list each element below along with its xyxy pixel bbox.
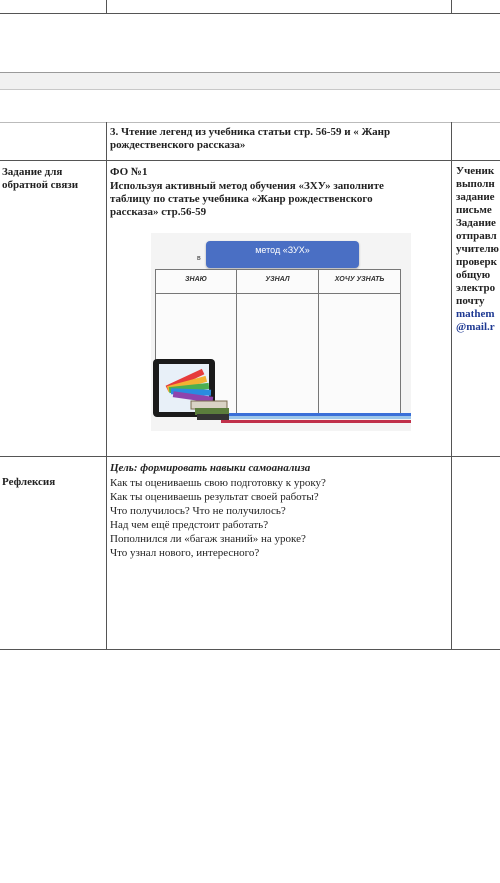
task-line-3: рассказа» стр.56-59	[110, 206, 207, 218]
reflection-question: Как ты оцениваешь результат своей работы?	[110, 491, 319, 503]
task-line-2: таблицу по статье учебника «Жанр рождественского	[110, 193, 373, 205]
zuh-header-divider	[156, 293, 400, 294]
right-line: отправл	[456, 230, 497, 242]
right-line: учителю	[456, 243, 499, 255]
email-line-1[interactable]: mathem	[456, 308, 495, 320]
right-line: Задание	[456, 217, 496, 229]
red-stripe	[221, 420, 411, 423]
right-line: проверк	[456, 256, 497, 268]
reading-task-line-2: рождественского рассказа»	[110, 139, 246, 151]
light-stripe	[221, 416, 411, 419]
reflection-question: Что получилось? Что не получилось?	[110, 505, 286, 517]
zuh-method-image	[151, 233, 411, 431]
email-line-2[interactable]: @mail.r	[456, 321, 495, 333]
row-divider-2	[0, 456, 500, 457]
table-bottom-border	[0, 649, 500, 650]
zuh-col-header-want: ХОЧУ УЗНАТЬ	[334, 276, 385, 283]
banner-left-text: в	[197, 255, 201, 262]
feedback-label-line-2: обратной связи	[2, 179, 79, 191]
top-divider-1	[106, 0, 107, 13]
top-divider-2	[451, 0, 452, 13]
right-line: общую	[456, 269, 491, 281]
right-line: задание	[456, 191, 495, 203]
task-line-1: Используя активный метод обучения «ЗХУ» заполните	[110, 180, 384, 192]
zuh-col-header-learned: УЗНАЛ	[265, 276, 290, 283]
right-line: письме	[456, 204, 492, 216]
reading-task-line-1: 3. Чтение легенд из учебника статьи стр. 56-59 и « Жанр	[110, 126, 391, 138]
right-line: электро	[456, 282, 496, 294]
right-line: почту	[456, 295, 485, 307]
table-top-border	[0, 122, 500, 123]
table-col-divider-1	[106, 122, 107, 649]
reflection-question: Как ты оцениваешь свою подготовку к уроку?	[110, 477, 326, 489]
reflection-question: Над чем ещё предстоит работать?	[110, 519, 269, 531]
tablet-books-illustration	[151, 351, 241, 431]
right-column-clip	[456, 165, 500, 345]
row-divider-1	[0, 160, 500, 161]
reflection-label: Рефлексия	[2, 476, 56, 488]
table-col-divider-2	[451, 122, 452, 649]
right-line: выполн	[456, 178, 495, 190]
reflection-goal: Цель: формировать навыки самоанализа	[110, 462, 311, 474]
top-border	[0, 13, 500, 14]
reflection-question: Что узнал нового, интересного?	[110, 547, 260, 559]
fo-number: ФО №1	[110, 166, 148, 178]
zuh-banner: метод «ЗУХ»	[206, 241, 359, 268]
feedback-label-line-1: Задание для	[2, 166, 63, 178]
zuh-col-divider	[318, 270, 319, 415]
right-line: Ученик	[456, 165, 495, 177]
zuh-col-header-know: ЗНАЮ	[185, 276, 207, 283]
reflection-question: Пополнился ли «багаж знаний» на уроке?	[110, 533, 306, 545]
page-separator	[0, 72, 500, 90]
